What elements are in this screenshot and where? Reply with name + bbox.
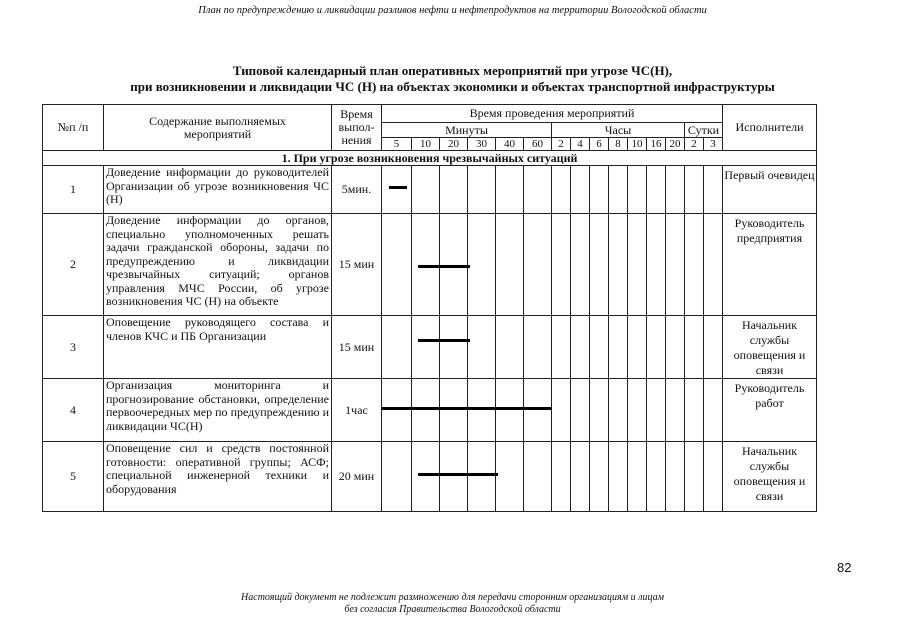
footer-line-2: без согласия Правительства Вологодской области: [344, 604, 561, 615]
title-line-1: Типовой календарный план оперативных мероприятий при угрозе ЧС(Н),: [232, 63, 673, 78]
group-days: Сутки: [685, 123, 723, 138]
row-duration: 20 мин: [332, 442, 382, 512]
time-grid-cell: [666, 214, 685, 316]
time-grid-cell: [628, 316, 647, 379]
time-grid-cell: [685, 214, 704, 316]
time-grid-cell: [628, 442, 647, 512]
row-executor: Руководитель предприятия: [723, 214, 817, 316]
group-hours: Часы: [552, 123, 685, 138]
time-grid-cell: [647, 214, 666, 316]
time-grid-cell: [382, 442, 412, 512]
row-number: 1: [43, 166, 104, 214]
time-grid-cell: [440, 442, 468, 512]
tick-hour: 2: [552, 138, 571, 151]
time-grid-cell: [468, 214, 496, 316]
row-content: Оповещение руководящего состава и членов КЧС и ПБ Организации: [104, 316, 332, 379]
time-grid-cell: [666, 379, 685, 442]
tick-minute: 40: [496, 138, 524, 151]
time-grid-cell: [685, 442, 704, 512]
row-duration: 15 мин: [332, 214, 382, 316]
time-grid-cell: [609, 442, 628, 512]
row-number: 3: [43, 316, 104, 379]
running-header: План по предупреждению и ликвидации разливов нефти и нефтепродуктов на территории Вологодской области: [198, 5, 707, 16]
time-grid-cell: [647, 379, 666, 442]
time-grid-cell: [412, 166, 440, 214]
time-grid-cell: [382, 214, 412, 316]
col-header-number: №п /п: [43, 105, 104, 151]
time-grid-cell: [590, 166, 609, 214]
time-grid-cell: [704, 379, 723, 442]
footer-line-1: Настоящий документ не подлежит размножению для передачи сторонним организациям и лицам: [241, 592, 664, 603]
time-grid-cell: [440, 316, 468, 379]
tick-minute: 10: [412, 138, 440, 151]
time-grid-cell: [704, 316, 723, 379]
time-grid-cell: [552, 442, 571, 512]
tick-hour: 16: [647, 138, 666, 151]
col-header-time: Время проведения мероприятий: [382, 105, 723, 123]
time-grid-cell: [685, 379, 704, 442]
time-grid-cell: [412, 214, 440, 316]
table-row: [43, 166, 817, 214]
tick-hour: 10: [628, 138, 647, 151]
time-grid-cell: [552, 214, 571, 316]
row-duration: 15 мин: [332, 316, 382, 379]
time-grid-cell: [382, 379, 412, 442]
time-grid-cell: [571, 379, 590, 442]
time-grid-cell: [552, 316, 571, 379]
table-row: [43, 214, 817, 316]
time-grid-cell: [704, 166, 723, 214]
tick-day: 2: [685, 138, 704, 151]
col-header-duration: Время выпол- нения: [332, 105, 382, 151]
table-row: [43, 316, 817, 379]
time-grid-cell: [590, 379, 609, 442]
time-grid-cell: [590, 214, 609, 316]
table-row: [43, 442, 817, 512]
time-grid-cell: [666, 166, 685, 214]
time-grid-cell: [571, 442, 590, 512]
time-grid-cell: [647, 316, 666, 379]
time-grid-cell: [666, 316, 685, 379]
row-duration: 5мин.: [332, 166, 382, 214]
row-executor: Начальник службы оповещения и связи: [723, 316, 817, 379]
time-grid-cell: [628, 379, 647, 442]
row-number: 4: [43, 379, 104, 442]
time-grid-cell: [647, 442, 666, 512]
time-grid-cell: [704, 442, 723, 512]
tick-hour: 4: [571, 138, 590, 151]
time-grid-cell: [647, 166, 666, 214]
row-executor: Начальник службы оповещения и связи: [723, 442, 817, 512]
time-grid-cell: [468, 166, 496, 214]
time-grid-cell: [382, 166, 412, 214]
time-grid-cell: [609, 214, 628, 316]
tick-minute: 60: [524, 138, 552, 151]
time-grid-cell: [628, 214, 647, 316]
row-content: Доведение информации до руководителей Организации об угрозе возникновения ЧС (Н): [104, 166, 332, 214]
col-header-executor: Исполнители: [723, 105, 817, 151]
row-number: 5: [43, 442, 104, 512]
tick-minute: 30: [468, 138, 496, 151]
time-grid-cell: [628, 166, 647, 214]
time-grid-cell: [571, 214, 590, 316]
time-grid-cell: [468, 316, 496, 379]
tick-hour: 20: [666, 138, 685, 151]
time-grid-cell: [571, 316, 590, 379]
col-header-content: Содержание выполняемых мероприятий: [104, 105, 332, 151]
time-grid-cell: [412, 379, 440, 442]
time-grid-cell: [609, 316, 628, 379]
row-number: 2: [43, 214, 104, 316]
row-content: Оповещение сил и средств постоянной готовности: оперативной группы; АСФ; специальной инженерной техники и оборудования: [104, 442, 332, 512]
time-grid-cell: [609, 379, 628, 442]
time-grid-cell: [590, 442, 609, 512]
time-grid-cell: [496, 166, 524, 214]
time-grid-cell: [496, 442, 524, 512]
time-grid-cell: [496, 316, 524, 379]
time-grid-cell: [524, 316, 552, 379]
footer-notice: [0, 592, 905, 616]
tick-day: 3: [704, 138, 723, 151]
time-grid-cell: [496, 214, 524, 316]
row-duration: 1час: [332, 379, 382, 442]
time-grid-cell: [412, 316, 440, 379]
section-heading: 1. При угрозе возникновения чрезвычайных ситуаций: [43, 151, 817, 166]
calendar-plan-table: [42, 104, 817, 512]
time-grid-cell: [412, 442, 440, 512]
time-grid-cell: [440, 166, 468, 214]
time-grid-cell: [666, 442, 685, 512]
table-row: [43, 379, 817, 442]
time-grid-cell: [704, 214, 723, 316]
time-grid-cell: [552, 166, 571, 214]
time-grid-cell: [590, 316, 609, 379]
tick-minute: 5: [382, 138, 412, 151]
group-minutes: Минуты: [382, 123, 552, 138]
time-grid-cell: [440, 379, 468, 442]
time-grid-cell: [685, 166, 704, 214]
time-grid-cell: [524, 379, 552, 442]
tick-hour: 6: [590, 138, 609, 151]
time-grid-cell: [609, 166, 628, 214]
row-executor: Руководитель работ: [723, 379, 817, 442]
document-title: [0, 63, 905, 95]
row-executor: Первый очевидец: [723, 166, 817, 214]
time-grid-cell: [468, 442, 496, 512]
time-grid-cell: [524, 166, 552, 214]
row-content: Доведение информации до органов, специально уполномоченных решать задачи гражданской обороны, задачи по предупреждению и ликвидации чрезвычайных ситуаций; органов управления МЧС России, об угрозе возникновения ЧС (Н) на объекте: [104, 214, 332, 316]
time-grid-cell: [571, 166, 590, 214]
time-grid-cell: [440, 214, 468, 316]
title-line-2: при возникновении и ликвидации ЧС (Н) на объектах экономики и объектах транспортной инфраструктуры: [130, 79, 775, 94]
time-grid-cell: [524, 214, 552, 316]
time-grid-cell: [496, 379, 524, 442]
duration-bar: [389, 186, 407, 189]
tick-hour: 8: [609, 138, 628, 151]
time-grid-cell: [382, 316, 412, 379]
row-content: Организация мониторинга и прогнозирование обстановки, определение первоочередных мер по предупреждению и ликвидации ЧС(Н): [104, 379, 332, 442]
time-grid-cell: [685, 316, 704, 379]
tick-minute: 20: [440, 138, 468, 151]
time-grid-cell: [552, 379, 571, 442]
time-grid-cell: [524, 442, 552, 512]
time-grid-cell: [468, 379, 496, 442]
page-number: 82: [837, 560, 852, 575]
